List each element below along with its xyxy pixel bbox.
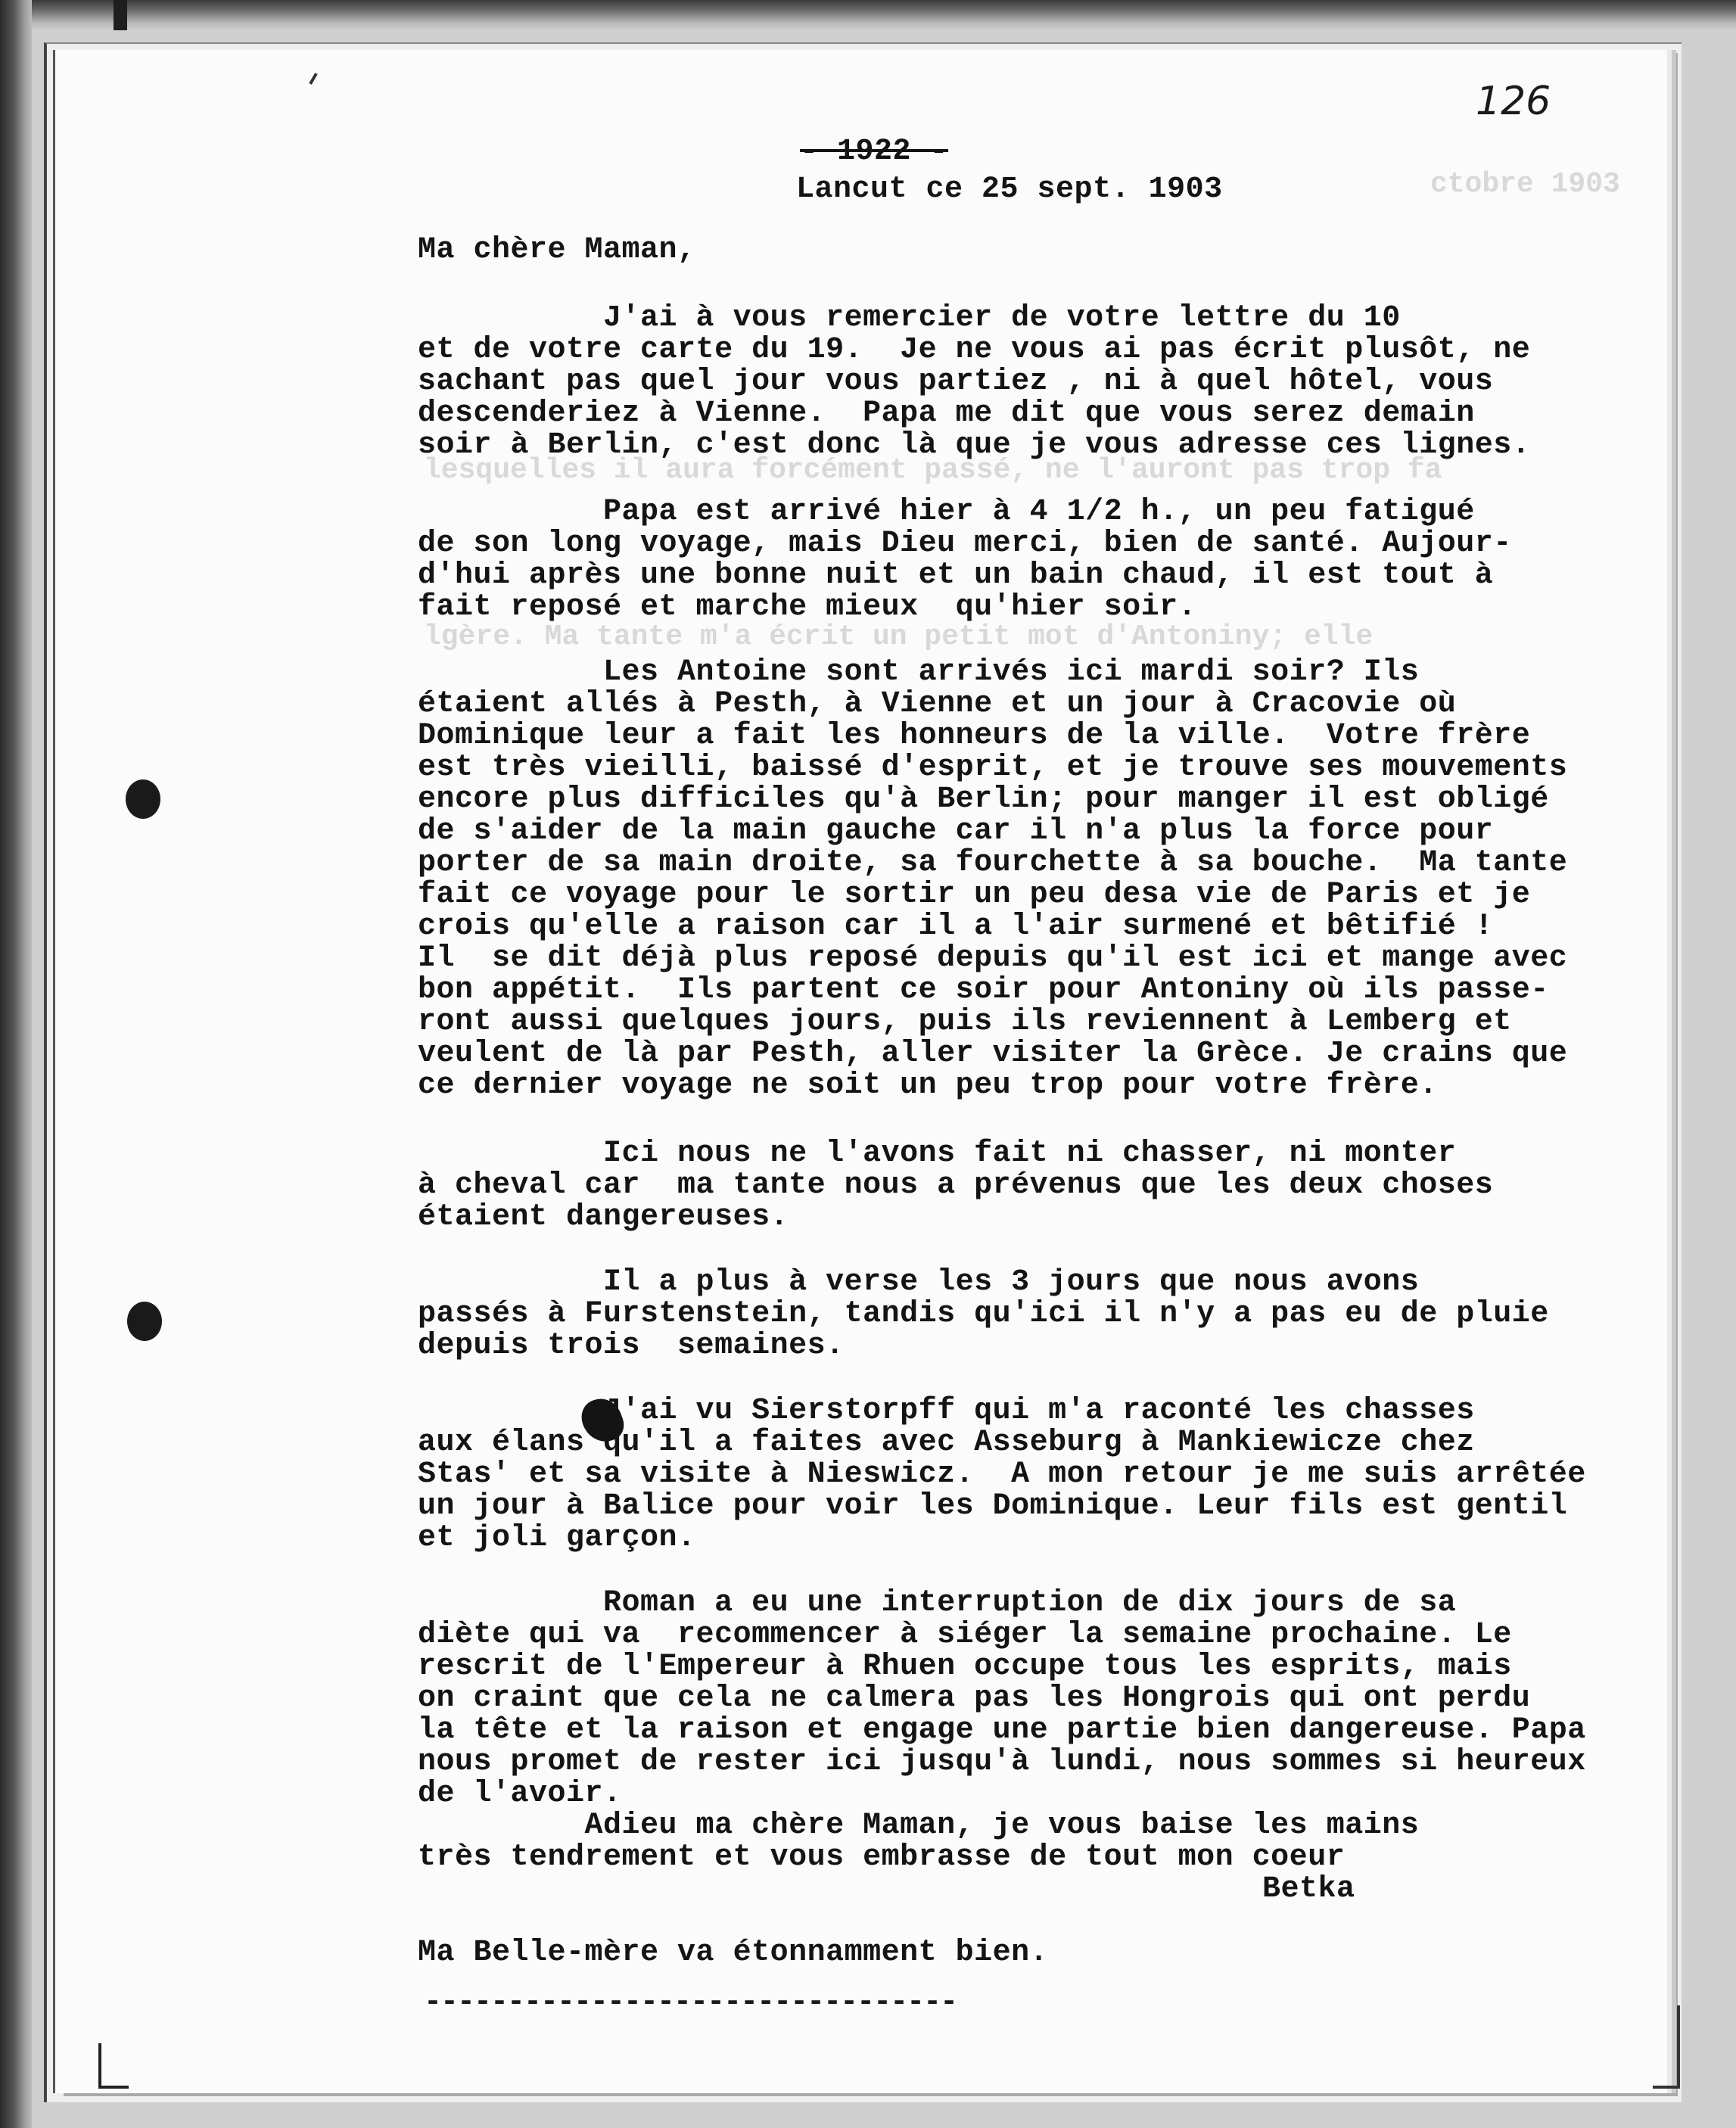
year-marker: - 1922 - (800, 135, 949, 169)
text-line: aux élans qu'il a faites avec Asseburg à Mankiewicze chez (418, 1426, 1475, 1460)
text-line: étaient allés à Pesth, à Vienne et un jour à Cracovie où (418, 687, 1457, 721)
text-line: sachant pas quel jour vous partiez , ni à quel hôtel, vous (418, 365, 1494, 399)
bleed-through-text: ctobre 1903 (1430, 168, 1620, 201)
text-line: Papa est arrivé hier à 4 1/2 h., un peu fatigué (418, 495, 1475, 529)
separator-line: -------------------------------- (424, 1986, 957, 2020)
signature: Betka (1262, 1872, 1355, 1906)
text-line: Stas' et sa visite à Nieswicz. A mon retour je me suis arrêtée (418, 1458, 1586, 1492)
text-line: Ici nous ne l'avons fait ni chasser, ni monter (418, 1137, 1457, 1171)
text-line: descenderiez à Vienne. Papa me dit que vous serez demain (418, 397, 1475, 431)
scan-left-edge (0, 0, 32, 2128)
text-line: et de votre carte du 19. Je ne vous ai pas écrit plusôt, ne (418, 333, 1531, 367)
text-line: Roman a eu une interruption de dix jours de sa (418, 1586, 1457, 1620)
text-line: très tendrement et vous embrasse de tout mon coeur (418, 1840, 1346, 1874)
text-line: bon appétit. Ils partent ce soir pour Antoniny où ils passe- (418, 973, 1549, 1007)
text-line: d'hui après une bonne nuit et un bain chaud, il est tout à (418, 558, 1494, 593)
text-line: J'ai vu Sierstorpff qui m'a raconté les chasses (418, 1394, 1475, 1428)
text-line: et joli garçon. (418, 1521, 696, 1555)
crop-mark-left (98, 2086, 129, 2089)
text-line: on craint que cela ne calmera pas les Hongrois qui ont perdu (418, 1682, 1531, 1716)
text-line: de l'avoir. (418, 1777, 622, 1811)
text-line: J'ai à vous remercier de votre lettre du 10 (418, 301, 1401, 335)
text-line: est très vieilli, baissé d'esprit, et je trouve ses mouvements (418, 751, 1568, 785)
punch-hole-top (126, 779, 160, 819)
text-line: fait reposé et marche mieux qu'hier soir. (418, 590, 1197, 624)
text-line: depuis trois semaines. (418, 1329, 845, 1363)
text-line: de s'aider de la main gauche car il n'a plus la force pour (418, 814, 1494, 848)
text-line: Dominique leur a fait les honneurs de la ville. Votre frère (418, 719, 1531, 753)
text-line: veulent de là par Pesth, aller visiter la Grèce. Je crains que (418, 1037, 1568, 1071)
text-line: nous promet de rester ici jusqu'à lundi, nous sommes si heureux (418, 1745, 1586, 1779)
bleed-through-text: lesquelles il aura forcément passé, ne l'auront pas trop fa (424, 454, 1442, 487)
text-line: ce dernier voyage ne soit un peu trop pour votre frère. (418, 1069, 1438, 1103)
text-line: étaient dangereuses. (418, 1200, 789, 1234)
bleed-through-text: lgère. Ma tante m'a écrit un petit mot d'Antoniny; elle (424, 621, 1374, 653)
text-line: Il a plus à verse les 3 jours que nous avons (418, 1265, 1420, 1299)
crop-mark-right (1677, 2005, 1680, 2089)
text-line: rescrit de l'Empereur à Rhuen occupe tous les esprits, mais (418, 1650, 1512, 1684)
text-line: fait ce voyage pour le sortir un peu desa vie de Paris et je (418, 878, 1531, 912)
scan-top-edge (0, 0, 1736, 30)
salutation: Ma chère Maman, (418, 233, 696, 267)
text-line: la tête et la raison et engage une partie bien dangereuse. Papa (418, 1713, 1586, 1747)
text-line: encore plus difficiles qu'à Berlin; pour manger il est obligé (418, 782, 1549, 817)
crop-mark-right (1653, 2086, 1680, 2089)
text-line: crois qu'elle a raison car il a l'air surmené et bêtifié ! (418, 910, 1494, 944)
text-line: un jour à Balice pour voir les Dominique. Leur fils est gentil (418, 1489, 1568, 1523)
postscript: Ma Belle-mère va étonnamment bien. (418, 1936, 1049, 1970)
text-line: passés à Furstenstein, tandis qu'ici il n'y a pas eu de pluie (418, 1297, 1549, 1331)
crop-mark-left (98, 2043, 101, 2089)
text-line: diète qui va recommencer à siéger la semaine prochaine. Le (418, 1618, 1512, 1652)
text-line: soir à Berlin, c'est donc là que je vous adresse ces lignes. (418, 428, 1531, 462)
text-line: de son long voyage, mais Dieu merci, bien de santé. Aujour- (418, 527, 1512, 561)
binder-clip (114, 0, 127, 30)
text-line: Les Antoine sont arrivés ici mardi soir? Ils (418, 655, 1420, 689)
text-line: Adieu ma chère Maman, je vous baise les mains (418, 1809, 1420, 1843)
punch-hole-bottom (127, 1302, 162, 1341)
text-line: ront aussi quelques jours, puis ils reviennent à Lemberg et (418, 1005, 1512, 1039)
text-line: à cheval car ma tante nous a prévenus que les deux choses (418, 1168, 1494, 1202)
text-line: Il se dit déjà plus reposé depuis qu'il est ici et mange avec (418, 941, 1568, 975)
text-line: porter de sa main droite, sa fourchette à sa bouche. Ma tante (418, 846, 1568, 880)
page-number: 126 (1476, 79, 1551, 124)
place-date: Lancut ce 25 sept. 1903 (796, 173, 1223, 207)
